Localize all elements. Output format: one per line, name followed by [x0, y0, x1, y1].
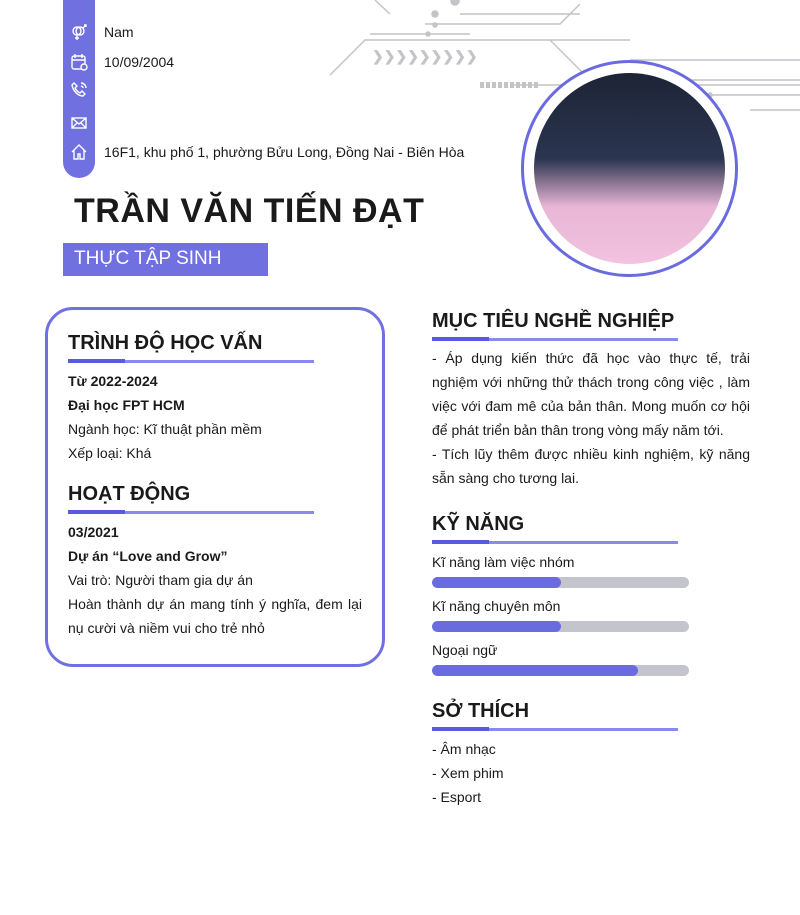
- education-period: Từ 2022-2024: [68, 373, 158, 389]
- education-grade: Xếp loại: Khá: [68, 445, 152, 461]
- heading-underline: [68, 360, 314, 363]
- skill-label: Kĩ năng chuyên môn: [432, 598, 561, 614]
- profile-photo: [534, 73, 725, 264]
- address-text: 16F1, khu phố 1, phường Bửu Long, Đồng Nai - Biên Hòa: [104, 144, 465, 160]
- gender-icon: [70, 23, 88, 41]
- objective-paragraph-2: - Tích lũy thêm được nhiều kinh nghiệm, kỹ năng sẵn sàng cho tương lai.: [432, 446, 750, 486]
- heading-underline: [432, 338, 678, 341]
- email-icon: [70, 114, 88, 132]
- activity-role: Vai trò: Người tham gia dự án: [68, 572, 253, 588]
- skill-bar-fill: [432, 577, 561, 588]
- gender-text: Nam: [104, 24, 134, 40]
- phone-icon: [70, 81, 88, 99]
- heading-underline: [432, 728, 678, 731]
- objective-paragraph-1: - Áp dụng kiến thức đã học vào thực tế, trải nghiệm với những thử thách trong công việc , làm việc với đam mê của bản thân. Mong muốn cơ hội để phát triển bản thân trong vòng mấy năm tới.: [432, 350, 750, 438]
- education-major: Ngành học: Kĩ thuật phần mềm: [68, 421, 262, 437]
- home-icon: [70, 143, 88, 161]
- hobby-item: - Xem phim: [432, 765, 504, 781]
- calendar-icon: [70, 53, 88, 71]
- skills-heading: KỸ NĂNG: [432, 513, 525, 535]
- education-heading: TRÌNH ĐỘ HỌC VẤN: [68, 332, 263, 354]
- full-name: TRẦN VĂN TIẾN ĐẠT: [74, 192, 425, 230]
- svg-text:❯❯❯❯❯❯❯❯❯: ❯❯❯❯❯❯❯❯❯: [372, 48, 478, 64]
- profile-photo-frame: [521, 60, 738, 277]
- skill-bar: [432, 665, 689, 676]
- dob-text: 10/09/2004: [104, 54, 175, 70]
- hobby-item: - Esport: [432, 789, 482, 805]
- skill-label: Ngoại ngữ: [432, 642, 498, 658]
- activities-heading: HOẠT ĐỘNG: [68, 483, 191, 505]
- contact-sidebar: [63, 0, 95, 178]
- skill-bar: [432, 577, 689, 588]
- activity-desc: Hoàn thành dự án mang tính ý nghĩa, đem lại nụ cười và niềm vui cho trẻ nhỏ: [68, 596, 362, 636]
- hobbies-heading: SỞ THÍCH: [432, 700, 530, 722]
- activity-project: Dự án “Love and Grow”: [68, 548, 228, 564]
- heading-underline: [68, 511, 314, 514]
- education-school: Đại học FPT HCM: [68, 397, 185, 413]
- skill-bar: [432, 621, 689, 632]
- hobby-item: - Âm nhạc: [432, 741, 496, 757]
- skill-bar-fill: [432, 665, 638, 676]
- activity-date: 03/2021: [68, 524, 119, 540]
- skill-label: Kĩ năng làm việc nhóm: [432, 554, 575, 570]
- job-title: THỰC TẬP SINH: [63, 243, 268, 276]
- objective-heading: MỤC TIÊU NGHỀ NGHIỆP: [432, 310, 675, 332]
- skill-bar-fill: [432, 621, 561, 632]
- heading-underline: [432, 541, 678, 544]
